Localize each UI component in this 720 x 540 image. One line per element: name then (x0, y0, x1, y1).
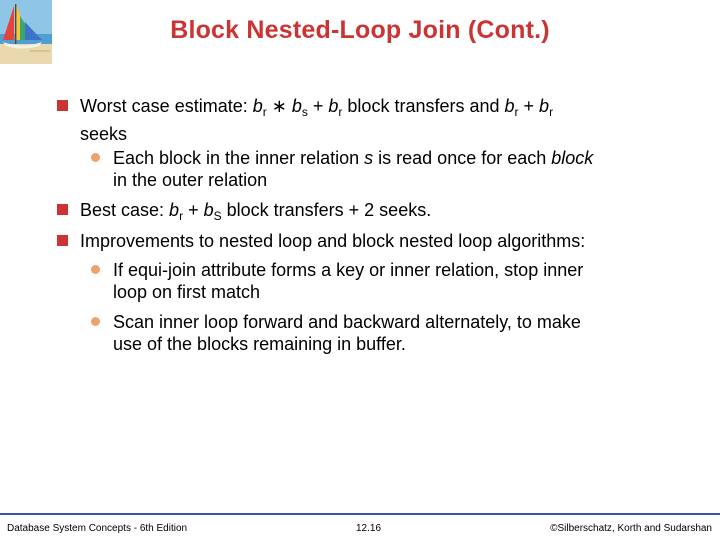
subscript-s: S (213, 209, 222, 223)
text-part: Improvements to nested loop and block nested loop algorithms: (80, 231, 586, 251)
square-bullet-icon (57, 100, 68, 111)
plus-sign: + (518, 96, 540, 116)
subscript-s: s (301, 105, 308, 119)
footer-rule (0, 513, 720, 515)
round-bullet-icon (91, 265, 100, 274)
text-line: loop on first match (113, 282, 261, 302)
var-b: b (203, 200, 214, 220)
footer-book-title: Database System Concepts - 6th Edition (7, 523, 188, 534)
bullet-best-case (80, 199, 680, 227)
square-bullet-icon (57, 204, 68, 215)
subscript-r: r (514, 105, 519, 119)
var-b: b (169, 200, 180, 220)
square-bullet-icon (57, 235, 68, 246)
best-case-label: Best case: (80, 200, 170, 220)
block-transfers-text: block transfers and (342, 96, 505, 116)
bullet-worst-case (80, 95, 680, 145)
var-b: b (539, 96, 550, 116)
subscript-r: r (179, 209, 184, 223)
footer-copyright: ©Silberschatz, Korth and Sudarshan (550, 523, 712, 534)
italic-block: block (551, 148, 594, 168)
text-line: use of the blocks remaining in buffer. (113, 334, 406, 354)
var-b: b (504, 96, 515, 116)
plus-sign: + (307, 96, 329, 116)
subbullet-scan-inner-loop (113, 311, 673, 355)
text-part: Each block in the inner relation (113, 148, 365, 168)
seeks-text: seeks (80, 124, 128, 144)
footer-page-number: 12.16 (356, 523, 382, 534)
slide-title: Block Nested-Loop Join (Cont.) (170, 16, 550, 44)
var-b: b (328, 96, 339, 116)
text-line: If equi-join attribute forms a key or inner relation, stop inner (113, 260, 584, 280)
text-part: in the outer relation (113, 170, 268, 190)
text-part: block transfers + 2 seeks. (221, 200, 432, 220)
text-line: Scan inner loop forward and backward alternately, to make (113, 312, 581, 332)
plus-sign: + (183, 200, 204, 220)
var-b: b (252, 96, 263, 116)
subbullet-equi-join (113, 259, 673, 303)
subscript-r: r (549, 105, 554, 119)
subscript-r: r (262, 105, 267, 119)
worst-case-label: Worst case estimate: (80, 96, 253, 116)
text-part: is read once for each (373, 148, 552, 168)
bullet-improvements (80, 230, 680, 252)
subscript-r: r (338, 105, 343, 119)
round-bullet-icon (91, 153, 100, 162)
var-s: s (364, 148, 374, 168)
var-b: b (291, 96, 302, 116)
multiply-sign: ∗ (271, 96, 287, 116)
subbullet-inner-relation (113, 147, 673, 191)
round-bullet-icon (91, 317, 100, 326)
